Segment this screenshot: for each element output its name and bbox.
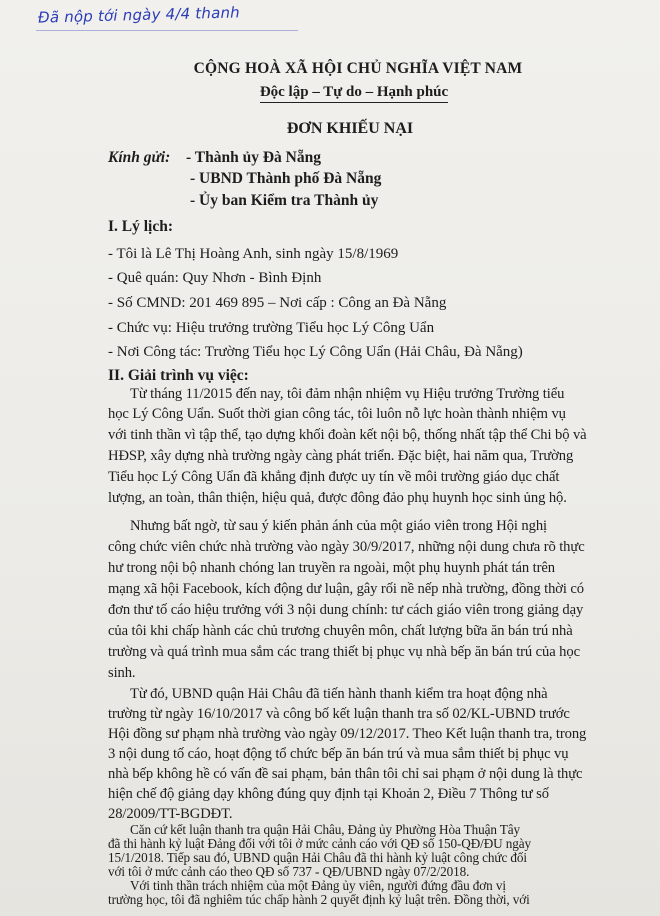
body-line: 3 nội dung tố cáo, hoạt động tổ chức bếp ăn bán trú và mua sắm thiết bị phục vụ: [108, 746, 569, 762]
country-heading: CỘNG HOÀ XÃ HỘI CHỦ NGHĨA VIỆT NAM: [193, 60, 523, 77]
body-line: hư trong nội bộ nhanh chóng lan truyền ra ngoài, một phụ huynh phát tán trên: [108, 560, 555, 576]
body-line: trường từ ngày 16/10/2017 và công bố kết luận thanh tra số 02/KL-UBND trước: [108, 706, 570, 722]
recipient-1: - Thành ủy Đà Nẵng: [186, 149, 321, 166]
body-line: Từ tháng 11/2015 đến nay, tôi đảm nhận nhiệm vụ Hiệu trưởng Trường tiểu: [130, 386, 565, 402]
body-line: HĐSP, xây dựng nhà trường ngày càng phát triển. Đặc biệt, hai năm qua, Trường: [108, 448, 574, 464]
recipient-2: - UBND Thành phố Đà Nẵng: [190, 170, 382, 187]
handwritten-underline: [36, 30, 298, 31]
body-line: Nhưng bất ngờ, từ sau ý kiến phản ánh của một giáo viên trong Hội nghị: [130, 518, 547, 534]
section-1-title: I. Lý lịch:: [108, 218, 174, 235]
body-line: Hội đồng sư phạm nhà trường vào ngày 09/12/2017. Theo Kết luận thanh tra, trong: [108, 726, 587, 742]
body-line: của tôi khi chấp hành các chủ trương chuyên môn, chất lượng bữa ăn bán trú nhà: [108, 623, 573, 639]
body-line: đã thi hành kỷ luật Đảng đối với tôi ở mức cảnh cáo với QĐ số 150-QĐ/ĐU ngày: [108, 836, 531, 851]
body-line: Với tinh thần trách nhiệm của một Đảng ủy viên, người đứng đầu đơn vị: [130, 878, 506, 893]
body-line: Tiểu học Lý Công Uẩn đã khẳng định được uy tín về môi trường giáo dục chất: [108, 469, 560, 485]
body-line: đơn thư tố cáo hiệu trưởng với 3 nội dung chính: tư cách giáo viên trong giảng dạy: [108, 602, 584, 618]
body-line: trường và quá trình mua sắm các trang thiết bị phục vụ nhà bếp ăn bán trú của học: [108, 644, 580, 660]
motto-heading: [24, 84, 660, 101]
bio-item-name: - Tôi là Lê Thị Hoàng Anh, sinh ngày 15/8/1969: [108, 246, 399, 262]
body-line: với tinh thần vì tập thể, tạo dựng khối đoàn kết nội bộ, thống nhất tập thể Chi bộ và: [108, 427, 587, 443]
handwritten-note: Đã nộp tới ngày 4/4 thanh: [37, 3, 241, 27]
body-line: Căn cứ kết luận thanh tra quận Hải Châu, Đảng ủy Phường Hòa Thuận Tây: [130, 822, 521, 837]
motto-text: Độc lập – Tự do – Hạnh phúc: [260, 84, 448, 103]
body-line: 15/1/2018. Tiếp sau đó, UBND quận Hải Châu đã thi hành kỷ luật công chức đối: [108, 850, 527, 865]
body-line: Từ đó, UBND quận Hải Châu đã tiến hành thanh kiểm tra hoạt động nhà: [130, 686, 548, 702]
body-line: hiện chế độ giảng dạy không đúng quy định tại Khoản 2, Điều 7 Thông tư số: [108, 786, 549, 802]
bio-item-workplace: - Nơi Công tác: Trường Tiểu học Lý Công Uẩn (Hải Châu, Đà Nẵng): [108, 344, 523, 360]
body-line: 28/2009/TT-BGDĐT.: [108, 806, 233, 822]
body-line: trường học, tôi đã nghiêm túc chấp hành 2 quyết định kỷ luật trên. Đồng thời, với: [108, 892, 530, 907]
body-line: nhà bếp không hề có vấn đề sai phạm, bản thân tôi chỉ sai phạm ở nội dung là thực: [108, 766, 583, 782]
body-line: lượng, an toàn, thân thiện, hiệu quả, được đông đảo phụ huynh học sinh ủng hộ.: [108, 490, 567, 506]
recipient-3: - Ủy ban Kiểm tra Thành ủy: [190, 192, 379, 209]
body-line: mạng xã hội Facebook, kích động dư luận, gây rối nề nếp nhà trường, đồng thời có: [108, 581, 584, 597]
body-line: công chức viên chức nhà trường vào ngày 30/9/2017, những nội dung chưa rõ thực: [108, 539, 585, 555]
salutation-label: Kính gửi:: [108, 149, 171, 166]
bio-item-id: - Số CMND: 201 469 895 – Nơi cấp : Công an Đà Nẵng: [108, 295, 447, 311]
bio-item-hometown: - Quê quán: Quy Nhơn - Bình Định: [108, 270, 322, 286]
body-line: học Lý Công Uẩn. Suốt thời gian công tác, tôi luôn nỗ lực hoàn thành nhiệm vụ: [108, 406, 566, 422]
section-2-title: II. Giải trình vụ việc:: [108, 367, 249, 384]
document-title: ĐƠN KHIẾU NẠI: [286, 120, 414, 137]
bio-item-position: - Chức vụ: Hiệu trưởng trường Tiểu học Lý Công Uẩn: [108, 320, 435, 336]
body-line: sinh.: [108, 665, 136, 681]
body-line: với tôi ở mức cảnh cáo theo QĐ số 737 - QĐ/UBND ngày 07/2/2018.: [108, 864, 470, 879]
